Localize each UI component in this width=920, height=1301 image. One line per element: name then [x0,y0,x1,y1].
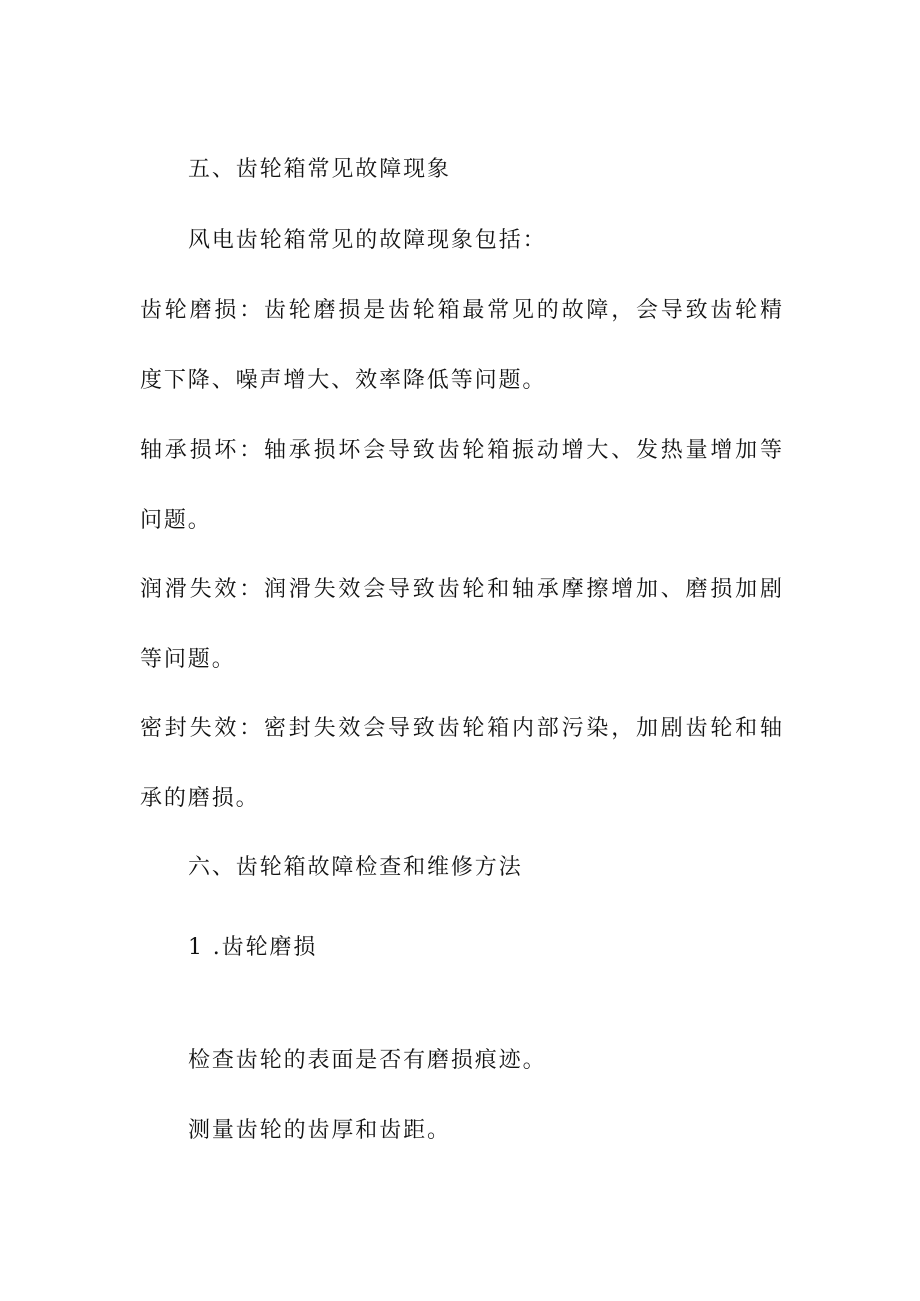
item-lubrication-failure-line2: 等问题。 [140,647,236,672]
intro-paragraph: 风电齿轮箱常见的故障现象包括： [188,228,547,253]
item-seal-failure-line2: 承的磨损。 [140,786,260,811]
step-measure-thickness: 测量齿轮的齿厚和齿距。 [188,1118,451,1143]
item-bearing-damage-line1: 轴承损坏：轴承损坏会导致齿轮箱振动增大、发热量增加等 [140,438,782,463]
item-gear-wear-line2: 度下降、噪声增大、效率降低等问题。 [140,368,547,393]
item-lubrication-failure-line1: 润滑失效：润滑失效会导致齿轮和轴承摩擦增加、磨损加剧 [140,577,782,602]
section-heading-fault-phenomena: 五、齿轮箱常见故障现象 [188,157,451,182]
item-gear-wear-line1: 齿轮磨损：齿轮磨损是齿轮箱最常见的故障，会导致齿轮精 [140,298,782,323]
step-check-surface: 检查齿轮的表面是否有磨损痕迹。 [188,1048,547,1073]
section-heading-inspection-repair: 六、齿轮箱故障检查和维修方法 [188,855,523,880]
subheading-gear-wear: 1 .齿轮磨损 [188,935,318,960]
item-seal-failure-line1: 密封失效：密封失效会导致齿轮箱内部污染，加剧齿轮和轴 [140,716,782,741]
item-bearing-damage-line2: 问题。 [140,508,212,533]
